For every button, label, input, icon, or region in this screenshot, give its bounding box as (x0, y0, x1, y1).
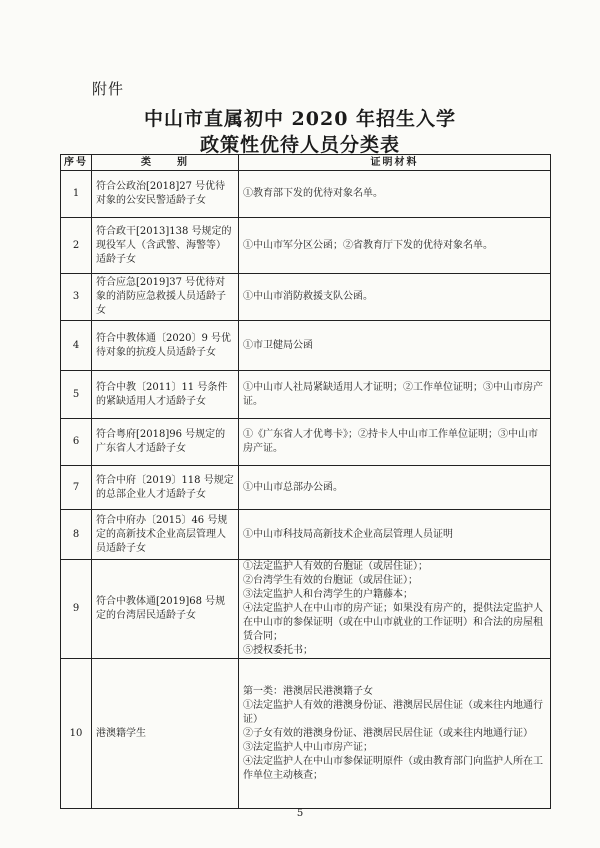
policy-table (60, 154, 551, 809)
table-row (61, 659, 551, 809)
row-number: 5 (61, 371, 92, 419)
row-number: 9 (61, 560, 92, 659)
row-category: 港澳籍学生 (92, 659, 239, 809)
row-number: 1 (61, 171, 92, 218)
row-number: 8 (61, 510, 92, 560)
document-item: ④法定监护人在中山市的房产证；如果没有房产的，提供法定监护人在中山市的参保证明（或在中山市就业的工作证明）和合法的房屋租赁合同； (243, 603, 543, 642)
table-row (61, 218, 551, 274)
row-documents (239, 371, 551, 419)
document-item: ①法定监护人有效的台胞证（或居住证）； (243, 561, 428, 572)
table-row (61, 560, 551, 659)
row-number: 4 (61, 321, 92, 371)
row-number: 6 (61, 419, 92, 466)
document-item: ③法定监护人中山市房产证； (243, 741, 373, 753)
row-documents (239, 274, 551, 321)
document-item: ①市卫健局公函 (243, 339, 313, 351)
row-documents (239, 466, 551, 510)
table-row (61, 171, 551, 218)
document-item: ②子女有效的港澳身份证、港澳居民居住证（或来往内地通行证） (243, 727, 533, 739)
table-row (61, 466, 551, 510)
row-category: 符合中教〔2011〕11 号条件的紧缺适用人才适龄子女 (92, 371, 239, 419)
row-category: 符合中教体通[2019]68 号规定的台湾居民适龄子女 (92, 560, 239, 659)
header-category: 类 别 (92, 155, 239, 171)
row-category: 符合中府〔2019〕118 号规定的总部企业人才适龄子女 (92, 466, 239, 510)
table-row (61, 371, 551, 419)
row-documents (239, 321, 551, 371)
row-category: 符合中府办〔2015〕46 号规定的高新技术企业高层管理人员适龄子女 (92, 510, 239, 560)
document-item: ①教育部下发的优待对象名单。 (243, 188, 383, 199)
document-subtitle: 政策性优待人员分类表 (199, 134, 400, 156)
document-item: ①中山市军分区公函；②省教育厅下发的优待对象名单。 (243, 239, 493, 251)
table-row (61, 274, 551, 321)
document-item: ②台湾学生有效的台胞证（或居住证）； (243, 575, 418, 586)
table-row (61, 419, 551, 466)
row-category: 符合政干[2013]138 号规定的现役军人（含武警、海警等）适龄子女 (92, 218, 239, 274)
row-number: 3 (61, 274, 92, 321)
table-row (61, 321, 551, 371)
header-no: 序号 (61, 155, 92, 171)
row-number: 2 (61, 218, 92, 274)
document-item: ①中山市总部办公函。 (243, 481, 343, 493)
row-documents (239, 218, 551, 274)
document-item: ③法定监护人和台湾学生的户籍藤本； (243, 589, 413, 600)
document-item: 第一类：港澳居民港澳籍子女 (243, 685, 373, 697)
attachment-label: 附件 (92, 80, 125, 98)
document-item: ①法定监护人有效的港澳身份证、港澳居民居住证（或来往内地通行证） (243, 699, 543, 725)
table-row (61, 510, 551, 560)
row-documents (239, 560, 551, 659)
row-category: 符合粤府[2018]96 号规定的广东省人才适龄子女 (92, 419, 239, 466)
document-title: 中山市直属初中 2020 年招生入学 (143, 108, 457, 130)
row-category: 符合应急[2019]37 号优待对象的消防应急救援人员适龄子女 (92, 274, 239, 321)
row-documents (239, 659, 551, 809)
document-item: ⑤授权委托书； (243, 645, 313, 656)
table-header-row (61, 155, 551, 171)
document-item: ①中山市科技局高新技术企业高层管理人员证明 (243, 528, 453, 540)
header-documents: 证明材料 (239, 155, 551, 171)
document-item: ①《广东省人才优粤卡》；②持卡人中山市工作单位证明；③中山市房产证。 (243, 429, 538, 454)
row-category: 符合公政治[2018]27 号优待对象的公安民警适龄子女 (92, 171, 239, 218)
document-item: ①中山市消防救援支队公函。 (243, 291, 373, 302)
row-number: 10 (61, 659, 92, 809)
row-documents (239, 419, 551, 466)
document-item: ①中山市人社局紧缺适用人才证明；②工作单位证明；③中山市房产证。 (243, 381, 543, 407)
row-number: 7 (61, 466, 92, 510)
row-category: 符合中教体通〔2020〕9 号优待对象的抗疫人员适龄子女 (92, 321, 239, 371)
row-documents (239, 510, 551, 560)
row-documents (239, 171, 551, 218)
document-item: ④法定监护人在中山市参保证明原件（或由教育部门向监护人所在工作单位主动核查； (243, 755, 543, 781)
page-number: 5 (296, 808, 304, 819)
